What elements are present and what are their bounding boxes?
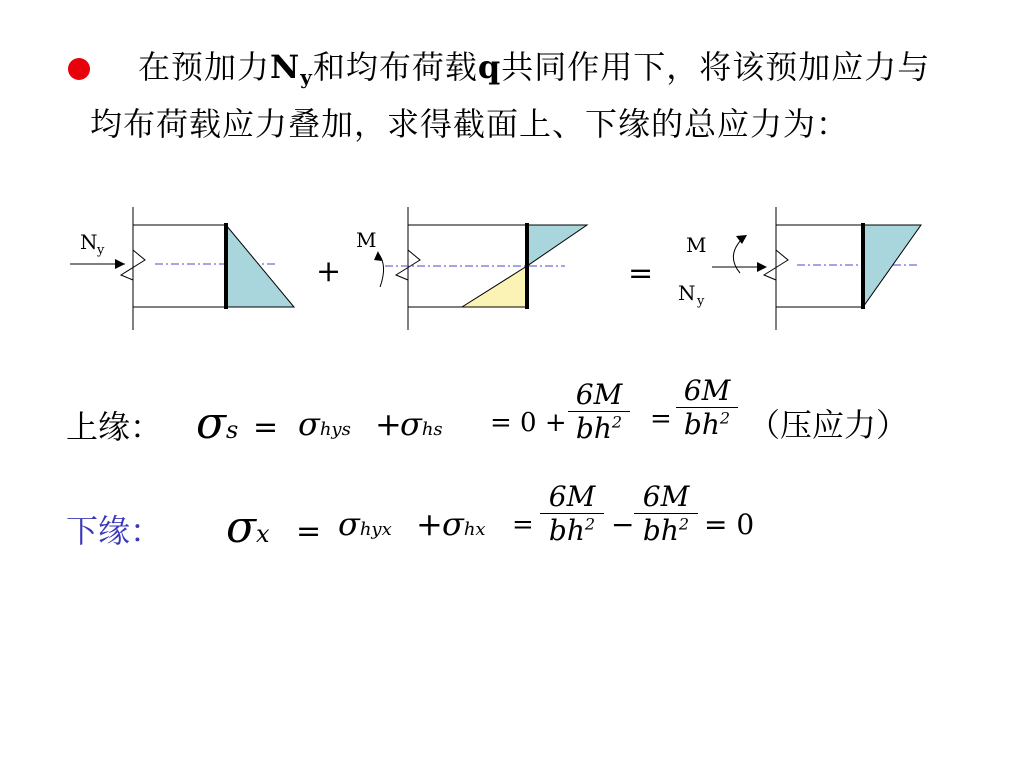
panel-prestress (70, 207, 294, 330)
label-ny: N (80, 230, 98, 254)
bottom-fraction-1: $\frac{6M}{bh^2}$ (540, 480, 604, 547)
bottom-plus: + (416, 505, 443, 543)
top-fraction-2: $\frac{6M}{bh^2}$ (676, 374, 738, 441)
top-term1: σhys (298, 405, 351, 443)
top-term2: σhs (400, 405, 443, 443)
top-plus: + (375, 405, 402, 443)
bottom-edge-label: 下缘： (66, 512, 163, 550)
bottom-result: = 0 (704, 508, 755, 541)
panel-load (356, 207, 587, 330)
bottom-minus: − (611, 508, 635, 541)
bottom-term1: σhyx (338, 505, 392, 543)
top-eq: = (253, 410, 279, 445)
label-m-total: M (686, 233, 707, 257)
top-fraction-1: $\frac{6M}{bh^2}$ (568, 378, 630, 445)
paragraph-text: 在预加力$N_y$和均布荷载q共同作用下，将该预加应力与均布荷载应力叠加，求得截面上、下缘的总应力为： (90, 48, 931, 143)
label-ny-sub-total: y (697, 294, 705, 309)
sigma-x: σx (226, 502, 270, 553)
sigma-s: σs (196, 398, 239, 449)
bottom-term2: σhx (442, 505, 486, 543)
bottom-eq: = (296, 514, 322, 549)
stress-diagram (0, 195, 1024, 340)
label-ny-sub: y (97, 243, 105, 258)
compressive-note: （压应力） (748, 406, 909, 444)
equals-sign: = (628, 256, 654, 291)
bottom-fraction-2: $\frac{6M}{bh^2}$ (634, 480, 698, 547)
panel-total (678, 207, 921, 330)
label-ny-total: N (678, 281, 696, 305)
top-zero-prefix: = 0 + (490, 408, 567, 438)
label-m: M (356, 228, 377, 252)
top-eq2: = (650, 404, 672, 434)
top-edge-label: 上缘： (66, 408, 163, 446)
plus-sign: + (316, 254, 342, 289)
bottom-eq2: = (512, 510, 534, 540)
bullet-icon (68, 58, 90, 80)
